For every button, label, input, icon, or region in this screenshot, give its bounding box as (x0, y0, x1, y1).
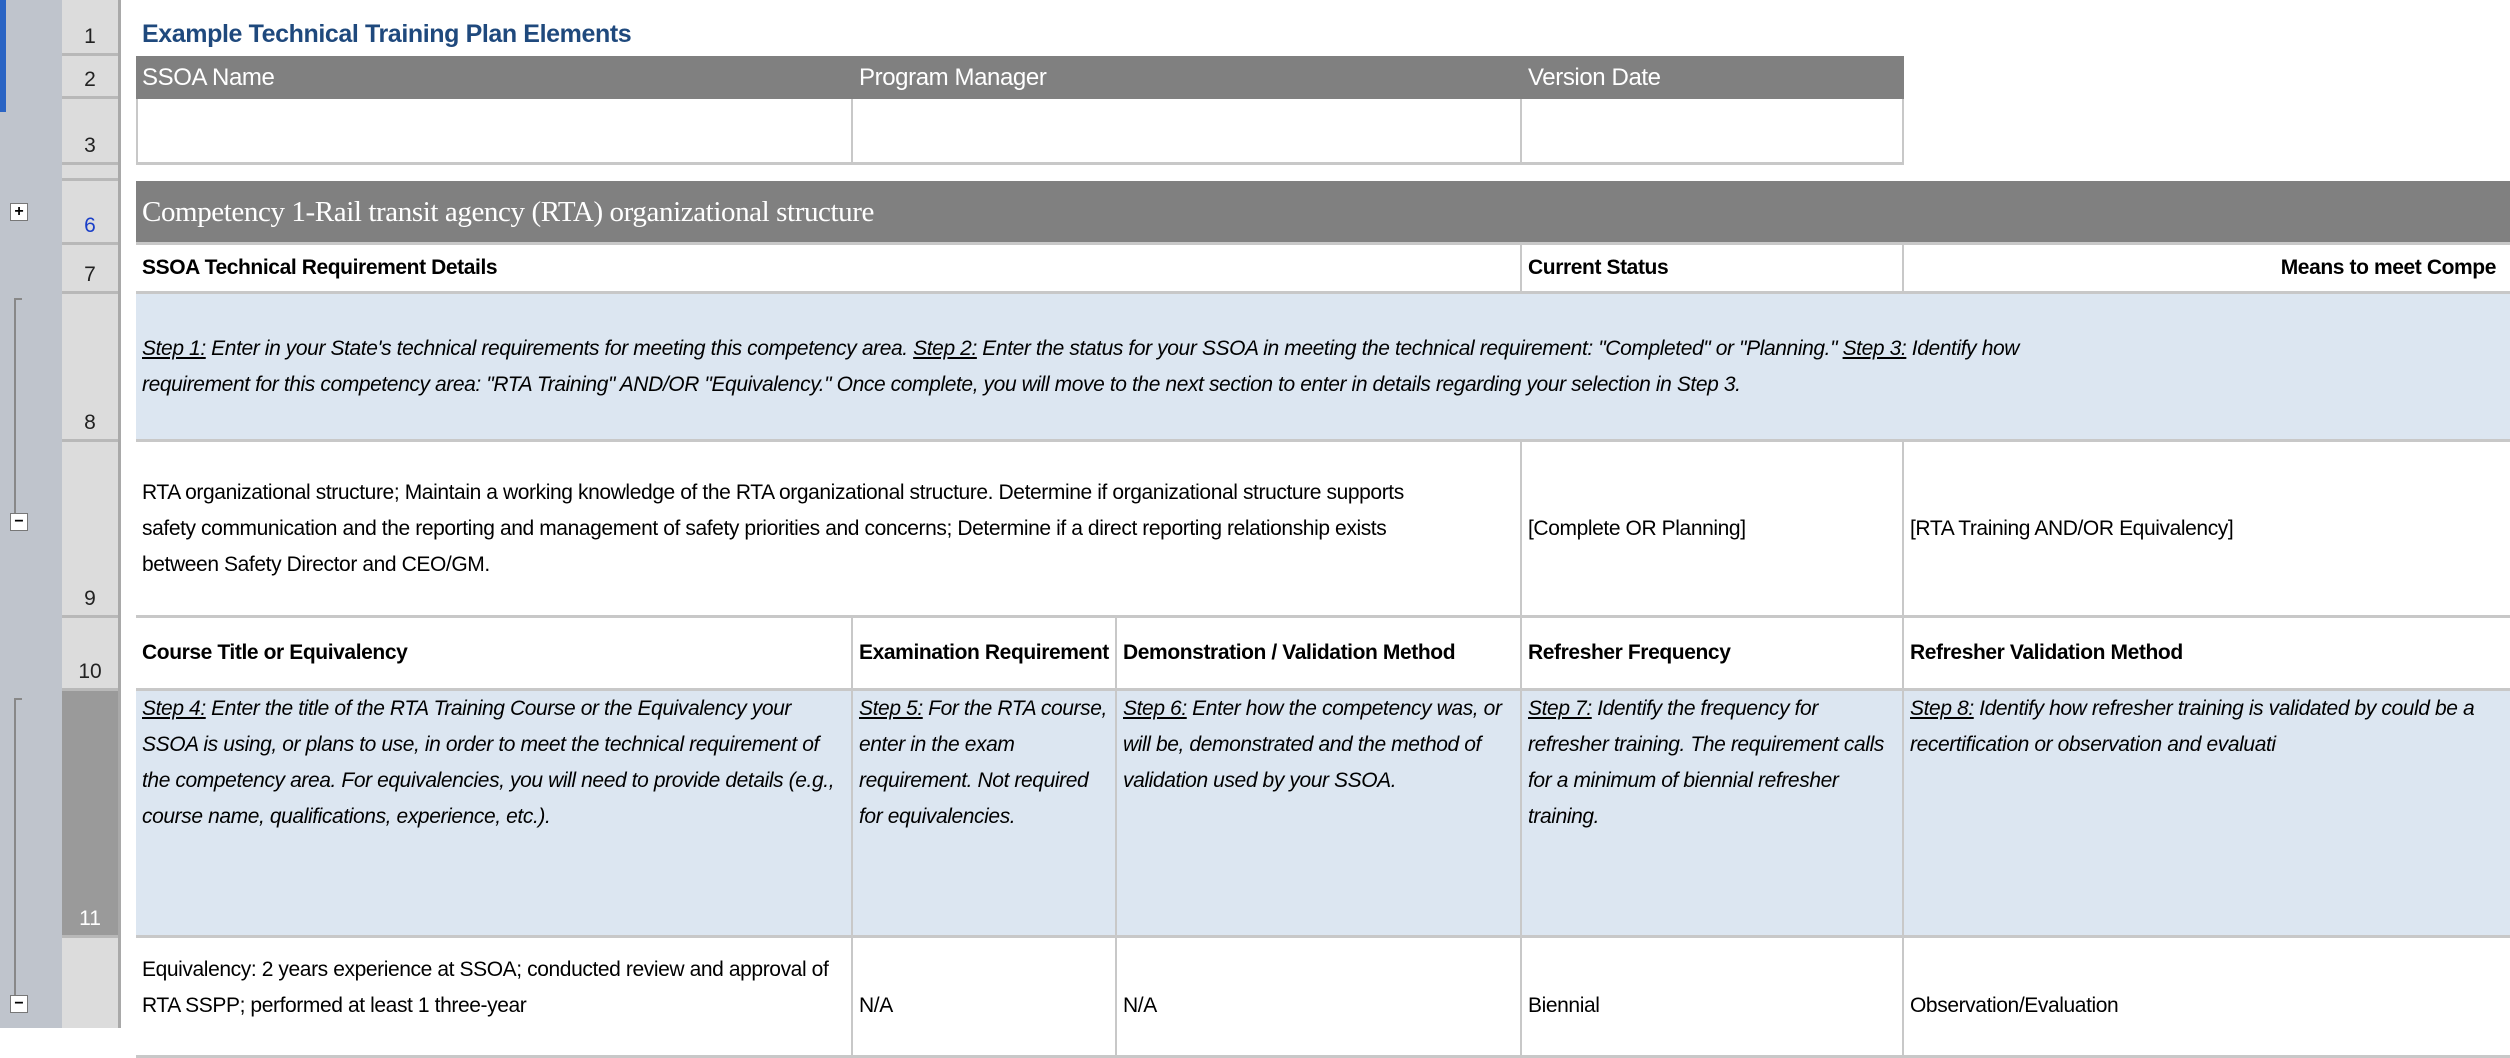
requirement-details-cell[interactable] (136, 442, 1522, 618)
step4-text: Enter the title of the RTA Training Course or the Equivalency your SSOA is using, or plans to use, in order to meet the technical requirement of the competency area. For equivalencies, you will need to provide details (e.g., course name, qualifications, experience, etc.). (142, 697, 835, 828)
step1-label: Step 1: (142, 336, 206, 360)
header-means-label: Means to meet Compe (2280, 256, 2496, 279)
course-title-cell[interactable]: Equivalency: 2 years experience at SSOA; conducted review and approval of RTA SSPP; performed at least 1 three-year (136, 938, 853, 1058)
step7-label: Step 7: (1528, 697, 1592, 720)
current-status-cell[interactable]: [Complete OR Planning] (1522, 442, 1904, 618)
selection-indicator (0, 0, 6, 112)
collapse-group-button[interactable]: − (10, 513, 28, 531)
sheet-title[interactable]: Example Technical Training Plan Elements (142, 20, 632, 48)
step7-text: Identify the frequency for refresher training. The requirement calls for a minimum of biennial refresher training. (1528, 697, 1884, 828)
refresher-frequency-cell[interactable]: Biennial (1522, 938, 1904, 1058)
instructions-line2: requirement for this competency area: "RTA Training" AND/OR "Equivalency." Once complete, you will move to the next section to enter in details regarding your selection in Step 3. (142, 372, 1741, 396)
ssoa-name-input-cell[interactable] (136, 99, 853, 165)
outline-group-bracket (14, 298, 22, 522)
row-header-6[interactable]: 6 (62, 181, 118, 245)
step8-instruction-cell[interactable] (1904, 691, 2510, 938)
step8-text: Identify how refresher training is validated by could be a recertification or observation and evaluati (1910, 697, 2475, 756)
row-header-8[interactable]: 8 (62, 294, 118, 442)
step3-label: Step 3: (1842, 336, 1907, 360)
step3-text: Identify how (1906, 336, 2020, 360)
step7-instruction-cell[interactable] (1522, 691, 1904, 938)
step6-label: Step 6: (1123, 697, 1187, 720)
row-header-1[interactable]: 1 (62, 0, 118, 56)
header-version-date[interactable]: Version Date (1522, 56, 1904, 99)
means-to-meet-cell[interactable]: [RTA Training AND/OR Equivalency] (1904, 442, 2510, 618)
version-date-input-cell[interactable] (1522, 99, 1904, 165)
row-header-12[interactable] (62, 938, 118, 1028)
step5-text: For the RTA course, enter in the exam requirement. Not required for equivalencies. (859, 697, 1107, 828)
requirement-details-text: RTA organizational structure; Maintain a working knowledge of the RTA organizational structure. Determine if organizational structure supports safety communication and the reporting and management of safety priorities and concerns; Determine if a direct reporting relationship exists between Safety Director and CEO/GM. (142, 480, 1404, 576)
row-header-10[interactable]: 10 (62, 618, 118, 691)
step2-text: Enter the status for your SSOA in meeting the technical requirement: "Completed" or "Planning." (976, 336, 1843, 360)
competency-title[interactable]: Competency 1-Rail transit agency (RTA) organizational structure (136, 181, 2510, 245)
step6-instruction-cell[interactable] (1117, 691, 1522, 938)
instructions-text (142, 331, 2019, 403)
step8-label: Step 8: (1910, 697, 1974, 720)
step5-instruction-cell[interactable] (853, 691, 1117, 938)
demonstration-method-cell[interactable]: N/A (1117, 938, 1522, 1058)
step4-instruction-cell[interactable] (136, 691, 853, 938)
row-header-11[interactable]: 11 (62, 691, 118, 938)
outline-group-bracket (14, 698, 22, 1000)
step1-text: Enter in your State's technical requirements for meeting this competency area. (205, 336, 914, 360)
refresher-validation-cell[interactable]: Observation/Evaluation (1904, 938, 2510, 1058)
instructions-steps-1-3[interactable] (136, 294, 2510, 442)
header-requirement-details[interactable]: SSOA Technical Requirement Details (136, 245, 1522, 294)
header-current-status[interactable]: Current Status (1522, 245, 1904, 294)
header-program-manager[interactable]: Program Manager (853, 56, 1522, 99)
exam-requirement-cell[interactable]: N/A (853, 938, 1117, 1058)
row-header-9[interactable]: 9 (62, 442, 118, 618)
row-header-hidden[interactable] (62, 165, 118, 181)
step5-label: Step 5: (859, 697, 923, 720)
program-manager-input-cell[interactable] (853, 99, 1522, 165)
header-refresher-validation[interactable]: Refresher Validation Method (1904, 618, 2510, 691)
collapse-group-button[interactable]: − (10, 995, 28, 1013)
header-demonstration-method[interactable]: Demonstration / Validation Method (1117, 618, 1522, 691)
expand-group-button[interactable]: + (10, 203, 28, 221)
header-means-to-meet[interactable] (1904, 245, 2510, 294)
row-header-3[interactable]: 3 (62, 99, 118, 165)
header-exam-requirement[interactable]: Examination Requirement (853, 618, 1117, 691)
header-refresher-frequency[interactable]: Refresher Frequency (1522, 618, 1904, 691)
step4-label: Step 4: (142, 697, 206, 720)
row-header-2[interactable]: 2 (62, 56, 118, 99)
step6-text: Enter how the competency was, or will be, demonstrated and the method of validation used by your SSOA. (1123, 697, 1502, 792)
row-header-7[interactable]: 7 (62, 245, 118, 294)
header-course-title[interactable]: Course Title or Equivalency (136, 618, 853, 691)
header-ssoa-name[interactable]: SSOA Name (136, 56, 853, 99)
step2-label: Step 2: (913, 336, 977, 360)
